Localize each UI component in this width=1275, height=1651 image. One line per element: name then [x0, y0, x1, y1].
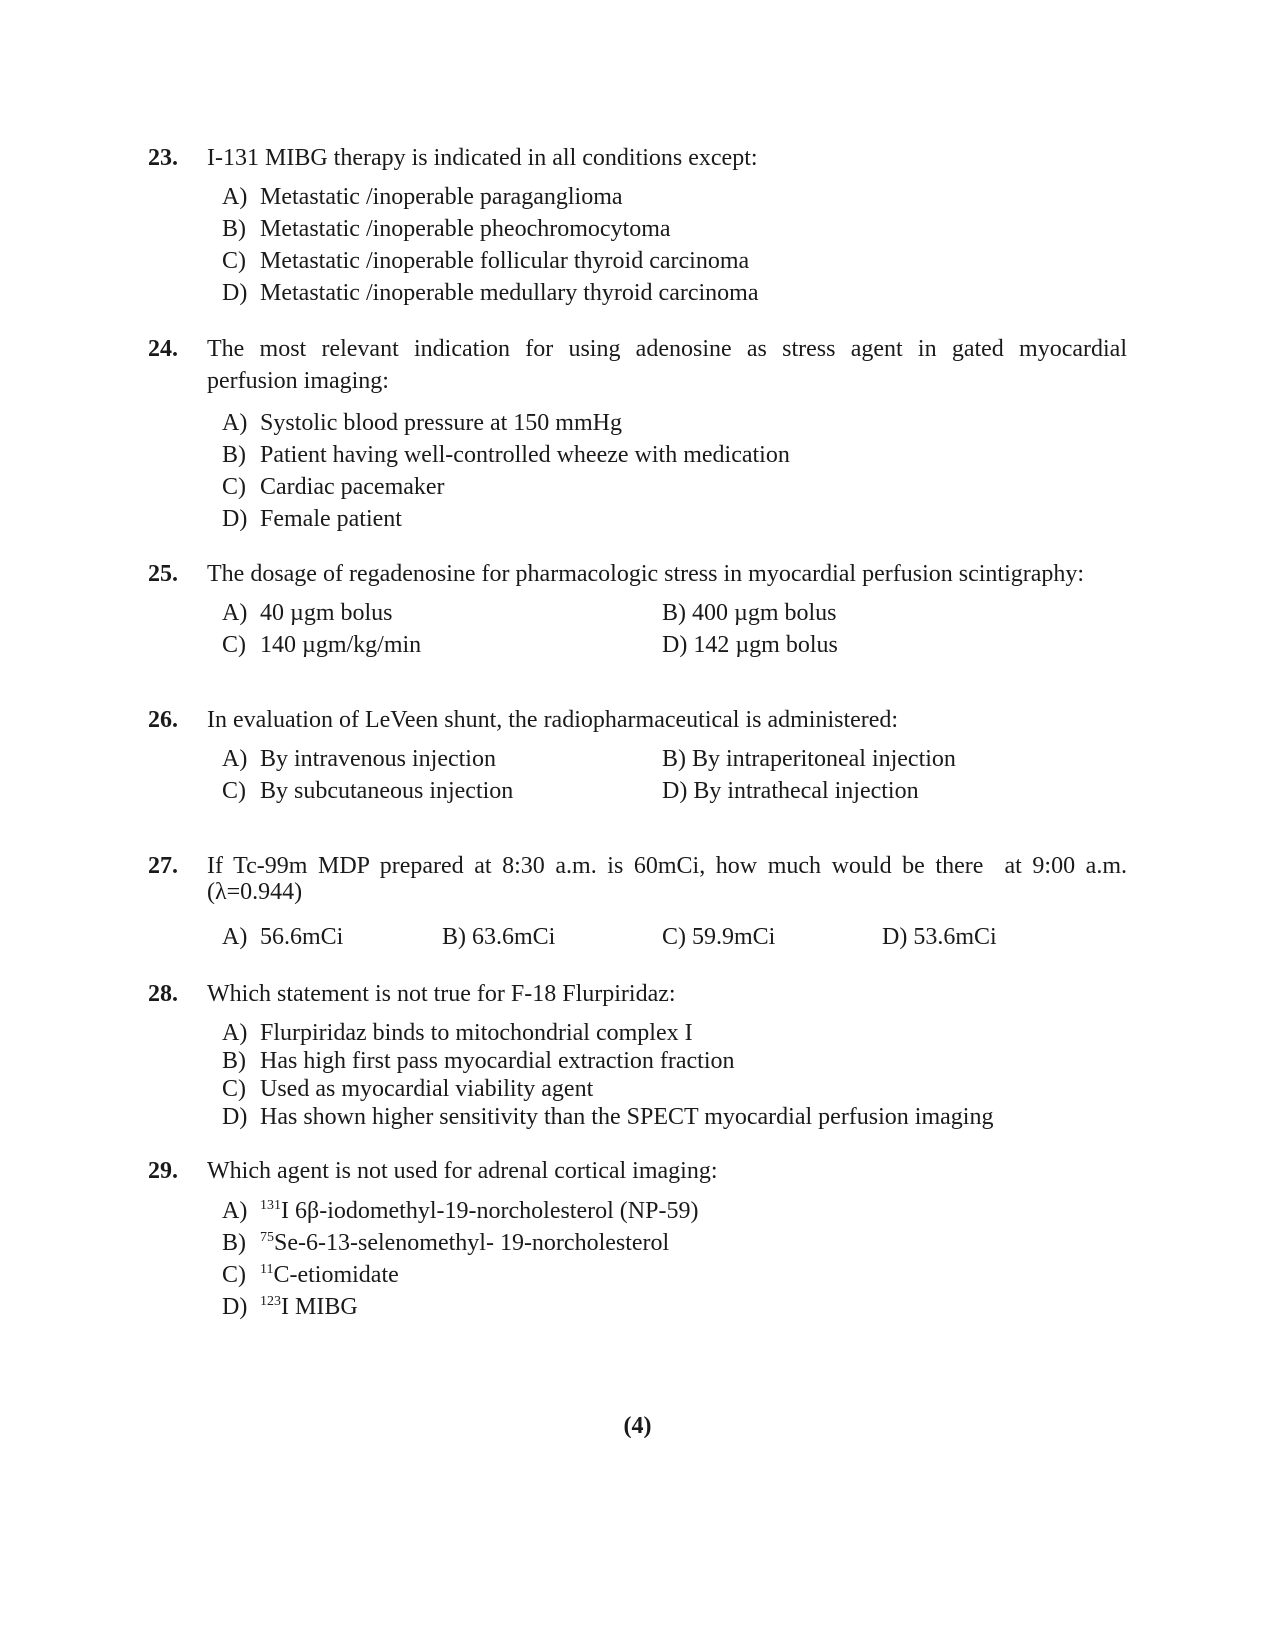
question-text-line2: perfusion imaging: [207, 368, 389, 394]
question-number: 23. [148, 145, 178, 171]
option-label: A) [222, 924, 248, 950]
option-label: C) [222, 1262, 246, 1288]
option-c [662, 922, 775, 952]
option-b [662, 744, 956, 774]
option-text: Flurpiridaz binds to mitochondrial complex I [260, 1020, 693, 1046]
option-label: D) [662, 632, 688, 658]
option-text: Systolic blood pressure at 150 mmHg [260, 410, 622, 436]
option-label: C) [222, 778, 246, 804]
option-label: B) [442, 924, 466, 950]
option-label: A) [222, 1198, 248, 1224]
isotope-mass-number: 131 [260, 1198, 281, 1213]
option-label: B) [222, 1230, 246, 1256]
option-text: 140 µgm/kg/min [260, 632, 422, 658]
option-text: Has shown higher sensitivity than the SPECT myocardial perfusion imaging [260, 1104, 994, 1130]
option-label: D) [222, 1104, 248, 1130]
option-text: 40 µgm bolus [260, 600, 393, 626]
option-b [222, 214, 671, 244]
option-text: By intravenous injection [260, 746, 496, 772]
question-number: 28. [148, 981, 178, 1007]
question-text: Which statement is not true for F-18 Flurpiridaz: [207, 981, 676, 1007]
isotope-mass-number: 75 [260, 1230, 274, 1245]
option-text: By intrathecal injection [693, 778, 919, 804]
option-a [222, 922, 343, 952]
option-label: A) [222, 1020, 248, 1046]
option-label: A) [222, 184, 248, 210]
option-text: Se-6-13-selenomethyl- 19-norcholesterol [274, 1230, 670, 1256]
option-text: Has high first pass myocardial extraction fraction [260, 1048, 735, 1074]
option-b [222, 440, 790, 470]
option-a [222, 1018, 693, 1048]
option-text: Metastatic /inoperable medullary thyroid carcinoma [260, 280, 759, 306]
option-d [662, 776, 919, 806]
option-label: C) [222, 632, 246, 658]
option-label: B) [662, 746, 686, 772]
option-text: I MIBG [281, 1294, 358, 1320]
option-c [222, 1260, 399, 1290]
question-number: 26. [148, 707, 178, 733]
option-a [222, 408, 622, 438]
question-number: 27. [148, 853, 178, 879]
option-label: A) [222, 410, 248, 436]
option-c [222, 246, 749, 276]
option-c [222, 1074, 593, 1104]
option-a [222, 744, 496, 774]
option-d [882, 922, 997, 952]
option-text: 56.6mCi [260, 924, 344, 950]
option-b [662, 598, 837, 628]
option-label: D) [222, 280, 248, 306]
option-text: By intraperitoneal injection [692, 746, 956, 772]
option-text: 59.9mCi [692, 924, 776, 950]
question-number: 24. [148, 336, 178, 362]
isotope-mass-number: 11 [260, 1262, 274, 1277]
option-d [222, 1292, 358, 1322]
option-a [222, 1196, 698, 1226]
option-d [222, 1102, 993, 1132]
option-text: C-etiomidate [273, 1262, 399, 1288]
page-number: (4) [623, 1413, 652, 1439]
option-text: 142 µgm bolus [693, 632, 838, 658]
option-d [662, 630, 838, 660]
option-text: Metastatic /inoperable paraganglioma [260, 184, 623, 210]
option-text: 63.6mCi [472, 924, 556, 950]
option-label: C) [222, 474, 246, 500]
option-b [222, 1046, 735, 1076]
option-c [222, 472, 445, 502]
option-label: C) [222, 248, 246, 274]
question-number: 29. [148, 1158, 178, 1184]
option-text: 53.6mCi [913, 924, 997, 950]
question-number: 25. [148, 561, 178, 587]
option-text: Patient having well-controlled wheeze with medication [260, 442, 790, 468]
option-text: By subcutaneous injection [260, 778, 514, 804]
option-text: Metastatic /inoperable follicular thyroid carcinoma [260, 248, 750, 274]
option-label: D) [222, 1294, 248, 1320]
option-text: 400 µgm bolus [692, 600, 837, 626]
question-text-line1: If Tc-99m MDP prepared at 8:30 a.m. is 60mCi, how much would be there at 9:00 a.m. [207, 853, 1127, 879]
question-text: Which agent is not used for adrenal cortical imaging: [207, 1158, 718, 1184]
option-text: Metastatic /inoperable pheochromocytoma [260, 216, 671, 242]
option-text: Used as myocardial viability agent [260, 1076, 594, 1102]
option-label: A) [222, 746, 248, 772]
option-label: C) [662, 924, 686, 950]
question-text-line1: The most relevant indication for using adenosine as stress agent in gated myocardial [207, 336, 1127, 362]
isotope-mass-number: 123 [260, 1294, 281, 1309]
option-label: B) [662, 600, 686, 626]
option-b [222, 1228, 669, 1258]
option-label: D) [882, 924, 908, 950]
option-b [442, 922, 555, 952]
option-a [222, 182, 623, 212]
option-label: B) [222, 442, 246, 468]
option-label: B) [222, 1048, 246, 1074]
option-text: I 6β-iodomethyl-19-norcholesterol (NP-59) [281, 1198, 699, 1224]
option-label: D) [222, 506, 248, 532]
option-text: Female patient [260, 506, 402, 532]
option-c [222, 776, 513, 806]
option-d [222, 278, 758, 308]
option-label: A) [222, 600, 248, 626]
option-label: C) [222, 1076, 246, 1102]
question-text: The dosage of regadenosine for pharmacologic stress in myocardial perfusion scintigraphy: [207, 561, 1085, 587]
question-text: In evaluation of LeVeen shunt, the radiopharmaceutical is administered: [207, 707, 899, 733]
option-label: B) [222, 216, 246, 242]
option-c [222, 630, 421, 660]
question-text-line2: (λ=0.944) [207, 879, 303, 905]
option-label: D) [662, 778, 688, 804]
option-d [222, 504, 402, 534]
question-text: I-131 MIBG therapy is indicated in all conditions except: [207, 145, 758, 171]
option-a [222, 598, 393, 628]
option-text: Cardiac pacemaker [260, 474, 445, 500]
